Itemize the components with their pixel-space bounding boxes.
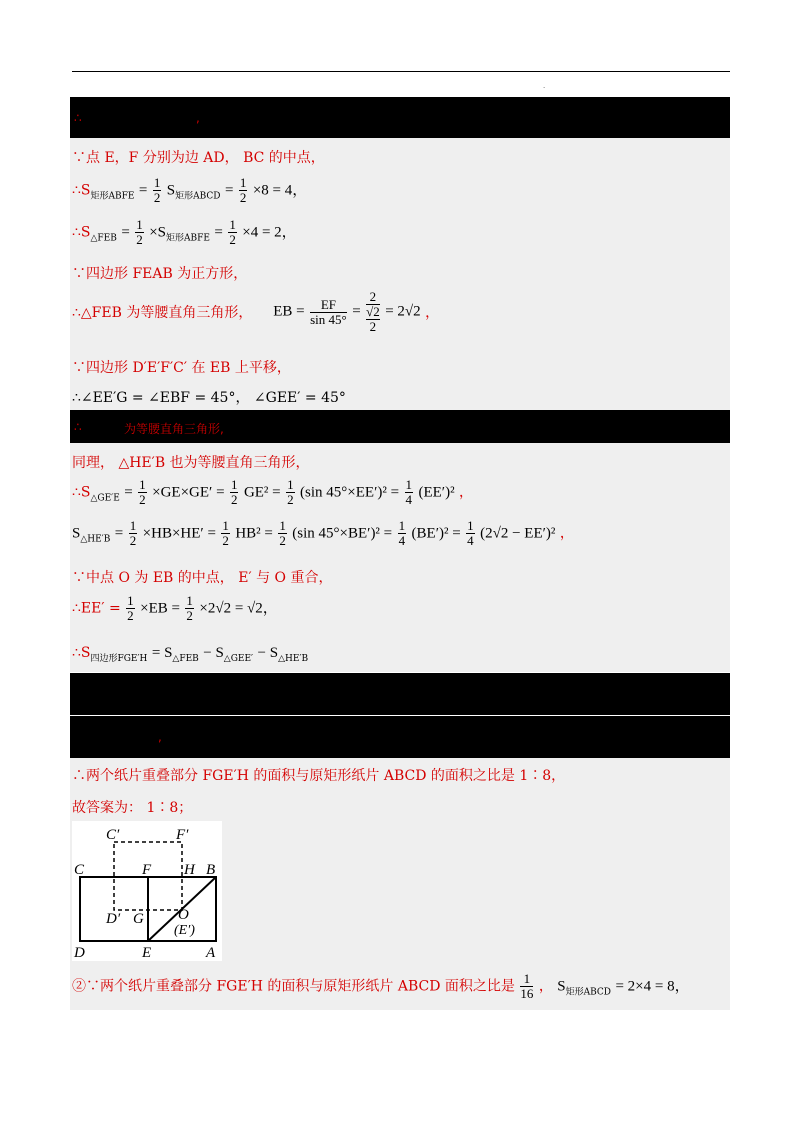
bar-2-text-a: ∴ — [74, 420, 82, 434]
header-dot: . — [543, 82, 546, 90]
line-area-abfe: $\therefore S_{矩形ABFE}$ = $\frac{1}{2}$ $S_{矩形ABCD}$ = $\frac{1}{2}$ ×8 = 4， — [72, 175, 308, 205]
line-part-two: ②∵两个纸片重叠部分 FGE′H 的面积与原矩形纸片 ABCD 面积之比是 $\frac{1}{16}$ ， $S_{矩形ABCD} = 2\times 4 = 8$， — [72, 971, 690, 1001]
label-d-prime: D′ — [106, 911, 121, 927]
line-square: ∵四边形 FEAB 为正方形， — [72, 266, 248, 282]
label-f-prime: F′ — [176, 827, 189, 843]
line-ee-length: ∴EE′ = $\frac{1}{2}$ ×EB = $\frac{1}{2}$ ×2√2 = √2， — [72, 593, 278, 623]
label-f: F — [142, 862, 152, 878]
geometry-figure — [72, 821, 222, 961]
label-e: E — [142, 945, 152, 961]
line-ratio: ∴两个纸片重叠部分 FGE′H 的面积与原矩形纸片 ABCD 的面积之比是 1∶8， — [72, 768, 566, 784]
bar-2-text-b: 为等腰直角三角形, — [124, 422, 224, 436]
label-b: B — [206, 862, 216, 878]
bar-1-text-a: ∴ — [74, 111, 82, 125]
label-h: H — [184, 862, 195, 878]
line-isosceles: ∴△FEB 为等腰直角三角形， EB = $\frac{EF}{\sin 45^\circ}$ = 2 √2 2 = 2√2 ， — [72, 289, 440, 334]
line-area-feb: $\therefore S_{\triangle FEB}$ = $\frac{1}{2}$ $\times S_{矩形ABFE}$ = $\frac{1}{2}$ ×4 = 2， — [72, 217, 297, 247]
label-c-prime: C′ — [106, 827, 120, 843]
hidden-bar-1 — [70, 97, 730, 138]
header-rule — [72, 71, 730, 72]
line-area-fgeh: $\therefore S_{四边形FGE'H} = S_{\triangle FEB} - S_{\triangle GEE'} - S_{\triangle HE'B}$ — [72, 645, 309, 664]
label-e-prime: (E′) — [174, 923, 195, 938]
bar-1-text-b: , — [196, 111, 200, 125]
line-midpoint-o: ∵中点 O 为 EB 的中点， E′ 与 O 重合， — [72, 570, 333, 586]
label-g: G — [133, 911, 144, 927]
hidden-bar-3 — [70, 673, 730, 715]
line-translate: ∵四边形 D′E′F′C′ 在 EB 上平移， — [72, 360, 291, 376]
line-answer: 故答案为： 1∶8； — [72, 800, 193, 816]
line-midpoints: ∵点 E，F 分别为边 AD， BC 的中点， — [72, 150, 325, 166]
figure-svg — [72, 821, 222, 961]
label-a: A — [206, 945, 216, 961]
line-area-gee: $\therefore S_{\triangle GE'E}$ = $\frac{1}{2}$ ×GE×GE′ = $\frac{1}{2}$ GE² = $\frac{1}{2}$ (sin 45°×EE′)² = $\frac{1}{4}$ (EE′)² ， — [72, 477, 474, 507]
hidden-bar-4 — [70, 716, 730, 758]
line-angles: ∴∠EE′G = ∠EBF = 45°， ∠GEE′ = 45° — [72, 390, 346, 406]
line-similarly: 同理， △HE′B 也为等腰直角三角形， — [72, 455, 310, 471]
label-c: C — [74, 862, 85, 878]
bar-4-text: , — [158, 730, 162, 744]
label-o: O — [178, 907, 189, 923]
label-d: D — [74, 945, 85, 961]
line-area-heb: $S_{\triangle HE'B}$ = $\frac{1}{2}$ ×HB×HE′ = $\frac{1}{2}$ HB² = $\frac{1}{2}$ (sin 45°×BE′)² = $\frac{1}{4}$ (BE′)² = $\frac{1}{4}$ (2√2 − EE′)² ， — [72, 518, 574, 548]
